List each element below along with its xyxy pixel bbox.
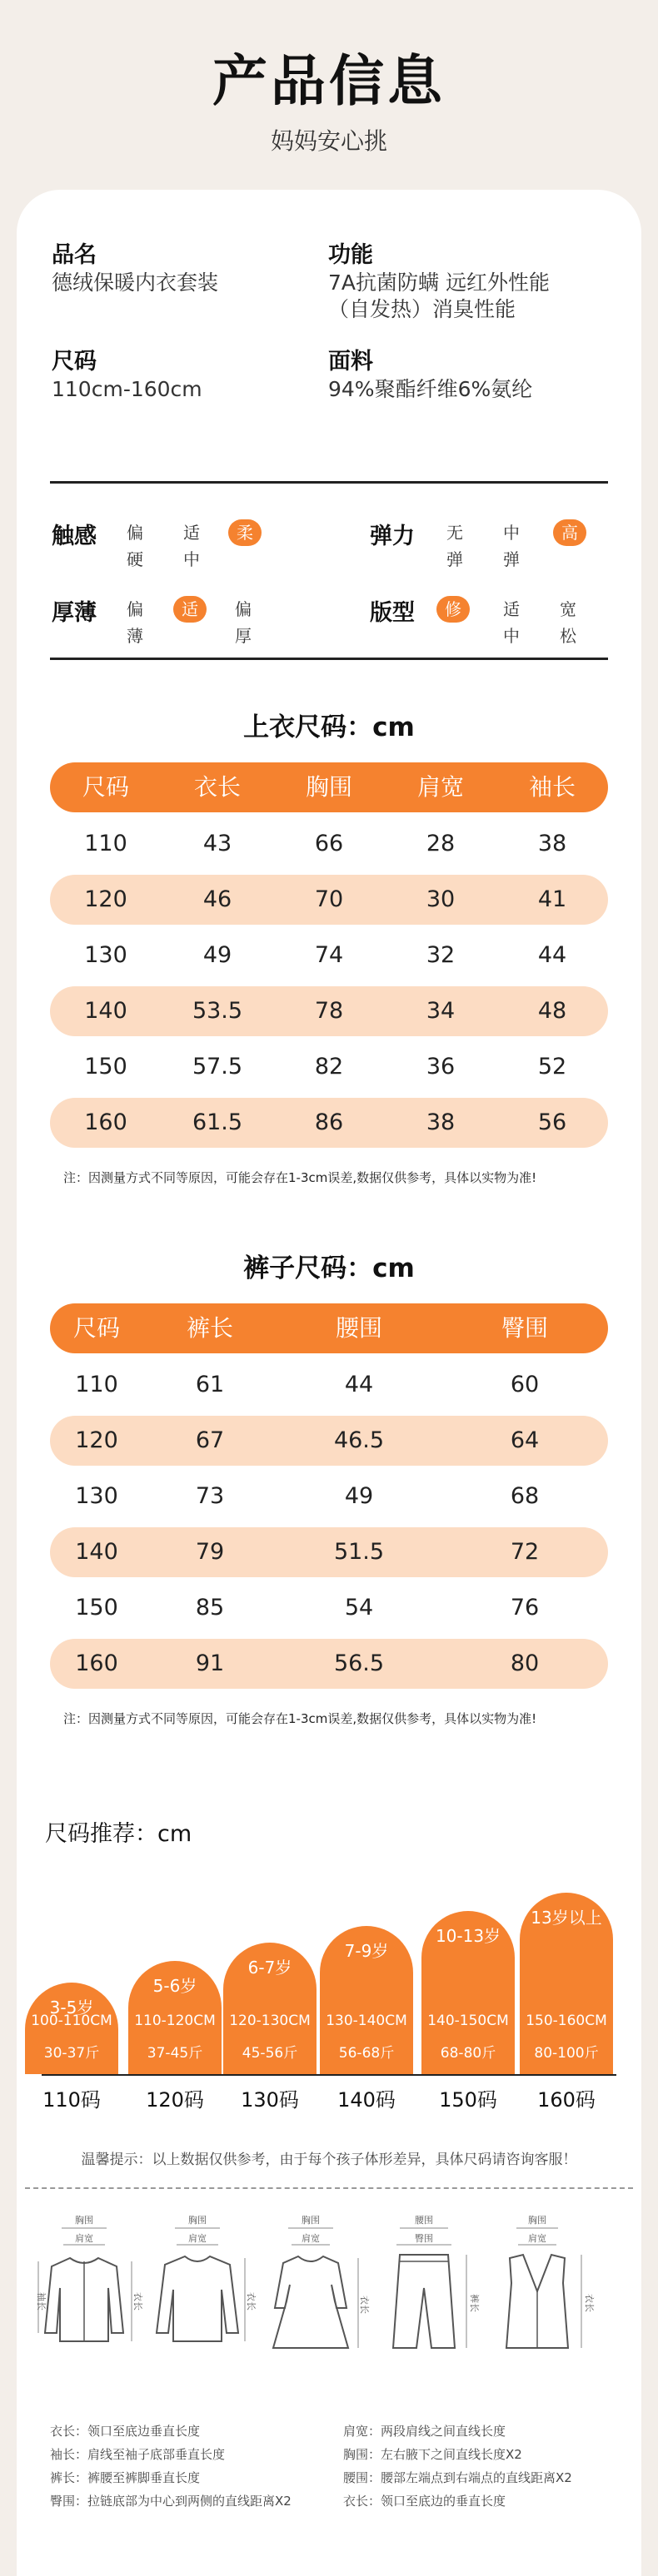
- shoulder-label: 肩宽: [528, 2233, 546, 2244]
- table-cell: 28: [426, 831, 456, 856]
- column-header: 裤长: [186, 1314, 233, 1342]
- name-label: 品名: [52, 242, 97, 268]
- table-cell: 86: [314, 1109, 344, 1135]
- length-label: 衣长: [584, 2294, 595, 2312]
- column-header: 肩宽: [416, 773, 464, 801]
- content-card: [17, 190, 641, 2576]
- size-value: 110cm-160cm: [52, 377, 202, 401]
- table-cell: 41: [537, 886, 567, 912]
- table-cell: 54: [344, 1595, 374, 1621]
- height-range: 130-140CM: [326, 2013, 407, 2029]
- weight-range: 68-80斤: [440, 2045, 496, 2062]
- name-value: 德绒保暖内衣套装: [52, 271, 219, 295]
- pants-table-note: 注：因测量方式不同等原因，可能会存在1-3cm误差,数据仅供参考，具体以实物为准!: [63, 1711, 537, 1726]
- size-recommend-bar: [128, 1961, 222, 2074]
- table-cell: 52: [537, 1054, 567, 1080]
- height-range: 100-110CM: [31, 2013, 112, 2029]
- definition-item: 胸围：左右腋下之间直线长度X2: [343, 2447, 522, 2462]
- weight-range: 80-100斤: [534, 2045, 599, 2062]
- table-cell: 82: [314, 1054, 344, 1080]
- table-cell: 110: [75, 1372, 118, 1397]
- size-label: 140码: [337, 2088, 396, 2112]
- table-cell: 72: [510, 1539, 540, 1565]
- height-range: 150-160CM: [526, 2013, 607, 2029]
- size-recommend-bar: [223, 1943, 317, 2074]
- table-cell: 43: [202, 831, 232, 856]
- table-cell: 68: [510, 1483, 540, 1509]
- height-range: 120-130CM: [229, 2013, 311, 2029]
- size-label: 120码: [146, 2088, 204, 2112]
- attr-elastic-option: 中弹: [503, 523, 520, 569]
- sweater-diagram: [142, 2208, 257, 2408]
- column-header: 臀围: [501, 1314, 548, 1342]
- table-row: [50, 1639, 608, 1689]
- definition-item: 袖长：肩线至袖子底部垂直长度: [50, 2447, 226, 2462]
- table-row: [50, 875, 608, 925]
- table-cell: 64: [510, 1427, 540, 1453]
- shoulder-label: 肩宽: [302, 2233, 320, 2244]
- table-cell: 57.5: [192, 1054, 243, 1080]
- weight-range: 37-45斤: [147, 2045, 203, 2062]
- table-cell: 160: [84, 1109, 127, 1135]
- column-header: 腰围: [335, 1314, 382, 1342]
- jacket-diagram: [28, 2208, 143, 2408]
- recommend-baseline: [42, 2074, 616, 2076]
- definition-item: 肩宽：两段肩线之间直线长度: [343, 2424, 506, 2439]
- size-recommend-bar: [520, 1893, 613, 2074]
- function-value-line2: （自发热）消臭性能: [328, 297, 516, 321]
- length-label: 衣长: [132, 2292, 143, 2310]
- attr-fit-label: 版型: [370, 600, 415, 626]
- hip-label: 臀围: [415, 2233, 433, 2244]
- attr-thickness-option: 偏薄: [127, 599, 143, 646]
- table-row: [50, 1527, 608, 1577]
- shoulder-label: 肩宽: [188, 2233, 207, 2244]
- table-cell: 60: [510, 1372, 540, 1397]
- table-row: [50, 1042, 608, 1092]
- table-cell: 140: [75, 1539, 118, 1565]
- table-cell: 56: [537, 1109, 567, 1135]
- table-cell: 36: [426, 1054, 456, 1080]
- top-table-header: [50, 762, 608, 812]
- table-cell: 46: [202, 886, 232, 912]
- attr-touch-label: 触感: [52, 524, 97, 549]
- weight-range: 45-56斤: [242, 2045, 298, 2062]
- fabric-value: 94%聚酯纤维6%氨纶: [328, 377, 533, 401]
- attr-touch-option: 偏硬: [127, 523, 143, 569]
- recommend-tip: 温馨提示：以上数据仅供参考，由于每个孩子体形差异，具体尺码请咨询客服！: [81, 2152, 577, 2168]
- definition-item: 衣长：领口至底边垂直长度: [50, 2424, 201, 2439]
- table-cell: 61: [195, 1372, 225, 1397]
- table-cell: 140: [84, 998, 127, 1024]
- vest-outline-icon: [481, 2208, 593, 2408]
- height-range: 140-150CM: [427, 2013, 509, 2029]
- definition-item: 臀围：拉链底部为中心到两侧的直线距离X2: [50, 2494, 292, 2509]
- column-header: 胸围: [305, 773, 352, 801]
- waist-label: 腰围: [415, 2215, 433, 2226]
- table-cell: 32: [426, 942, 456, 968]
- column-header: 尺码: [82, 773, 129, 801]
- size-label: 尺码: [52, 349, 97, 375]
- chest-label: 胸围: [302, 2215, 320, 2226]
- table-cell: 74: [314, 942, 344, 968]
- table-row: [50, 1098, 608, 1148]
- length-label: 衣长: [246, 2292, 257, 2310]
- table-cell: 44: [344, 1372, 374, 1397]
- table-cell: 78: [314, 998, 344, 1024]
- table-cell: 44: [537, 942, 567, 968]
- table-cell: 67: [195, 1427, 225, 1453]
- table-cell: 91: [195, 1650, 225, 1676]
- attr-touch-option: 适中: [183, 523, 200, 569]
- attr-thickness-option-selected: 适中: [173, 596, 207, 623]
- pants-diagram: [368, 2208, 480, 2408]
- table-row: [50, 1583, 608, 1633]
- height-range: 110-120CM: [134, 2013, 216, 2029]
- fabric-label: 面料: [328, 349, 373, 375]
- weight-range: 30-37斤: [43, 2045, 100, 2062]
- table-cell: 38: [426, 1109, 456, 1135]
- table-cell: 30: [426, 886, 456, 912]
- chest-label: 胸围: [75, 2215, 93, 2226]
- page-subtitle: 妈妈安心挑: [270, 127, 387, 155]
- vest-diagram: [481, 2208, 593, 2408]
- shoulder-label: 肩宽: [75, 2233, 93, 2244]
- table-cell: 34: [426, 998, 456, 1024]
- table-cell: 150: [84, 1054, 127, 1080]
- top-table-title: 上衣尺码：cm: [243, 712, 415, 742]
- definition-item: 衣长：领口至底边的垂直长度: [343, 2494, 506, 2509]
- pants-table-title: 裤子尺码：cm: [243, 1253, 415, 1283]
- weight-range: 56-68斤: [338, 2045, 395, 2062]
- size-label: 160码: [537, 2088, 596, 2112]
- divider-bottom: [50, 658, 608, 660]
- recommend-title: 尺码推荐：cm: [45, 1821, 192, 1847]
- table-row: [50, 986, 608, 1036]
- sweater-outline-icon: [142, 2208, 257, 2408]
- attr-elastic-option-selected: 高弹: [553, 519, 586, 546]
- column-header: 袖长: [528, 773, 576, 801]
- chest-label: 胸围: [188, 2215, 207, 2226]
- table-cell: 130: [84, 942, 127, 968]
- age-label: 13岁以上: [531, 1908, 602, 1928]
- size-label: 150码: [439, 2088, 497, 2112]
- age-label: 6-7岁: [247, 1958, 292, 1978]
- attr-fit-option: 宽松: [560, 599, 576, 646]
- section-divider: [25, 2187, 633, 2189]
- size-recommend-bar: [421, 1911, 515, 2074]
- table-cell: 120: [84, 886, 127, 912]
- attr-touch-option-selected: 柔软: [228, 519, 262, 546]
- table-cell: 160: [75, 1650, 118, 1676]
- age-label: 7-9岁: [344, 1941, 389, 1961]
- size-label: 130码: [241, 2088, 299, 2112]
- table-cell: 79: [195, 1539, 225, 1565]
- table-cell: 76: [510, 1595, 540, 1621]
- definition-item: 腰围：腰部左端点到右端点的直线距离X2: [343, 2470, 572, 2485]
- table-cell: 56.5: [333, 1650, 385, 1676]
- table-cell: 38: [537, 831, 567, 856]
- table-cell: 150: [75, 1595, 118, 1621]
- column-header: 尺码: [72, 1314, 120, 1342]
- table-row: [50, 819, 608, 869]
- attr-thickness-option: 偏厚: [235, 599, 252, 646]
- column-header: 衣长: [193, 773, 241, 801]
- table-cell: 80: [510, 1650, 540, 1676]
- table-cell: 49: [344, 1483, 374, 1509]
- table-cell: 66: [314, 831, 344, 856]
- divider-top: [50, 481, 608, 484]
- attr-elastic-label: 弹力: [370, 524, 415, 549]
- table-row: [50, 931, 608, 980]
- jacket-outline-icon: [28, 2208, 143, 2408]
- table-cell: 61.5: [192, 1109, 243, 1135]
- attr-thickness-label: 厚薄: [52, 600, 97, 626]
- top-table-note: 注：因测量方式不同等原因，可能会存在1-3cm误差,数据仅供参考，具体以实物为准!: [63, 1170, 537, 1185]
- size-recommend-bar: [320, 1926, 413, 2074]
- age-label: 10-13岁: [435, 1926, 501, 1946]
- table-cell: 53.5: [192, 998, 243, 1024]
- pants-outline-icon: [368, 2208, 480, 2408]
- age-label: 5-6岁: [152, 1976, 197, 1996]
- page-header: [0, 0, 658, 191]
- table-cell: 51.5: [333, 1539, 385, 1565]
- table-row: [50, 1472, 608, 1521]
- page-title: 产品信息: [212, 49, 446, 113]
- definition-item: 裤长：裤腰至裤脚垂直长度: [50, 2470, 201, 2485]
- table-cell: 110: [84, 831, 127, 856]
- table-cell: 48: [537, 998, 567, 1024]
- dress-outline-icon: [255, 2208, 370, 2408]
- function-label: 功能: [328, 242, 373, 268]
- table-cell: 70: [314, 886, 344, 912]
- sleeve-label: 袖长: [36, 2292, 47, 2310]
- chest-label: 胸围: [528, 2215, 546, 2226]
- pants-table-header: [50, 1303, 608, 1353]
- size-recommend-bar: [25, 1983, 118, 2074]
- table-row: [50, 1416, 608, 1466]
- attr-fit-option-selected: 修身: [436, 596, 470, 623]
- function-value-line1: 7A抗菌防螨 远红外性能: [328, 271, 550, 295]
- attr-fit-option: 适中: [503, 599, 520, 646]
- dress-diagram: [255, 2208, 370, 2408]
- table-cell: 120: [75, 1427, 118, 1453]
- length-label: 衣长: [359, 2296, 370, 2314]
- table-cell: 85: [195, 1595, 225, 1621]
- size-label: 110码: [42, 2088, 101, 2112]
- age-label: 3-5岁: [49, 1998, 94, 2018]
- table-row: [50, 1360, 608, 1410]
- pants-length-label: 裤长: [469, 2294, 480, 2312]
- attr-elastic-option: 无弹: [446, 523, 463, 569]
- table-cell: 130: [75, 1483, 118, 1509]
- table-cell: 49: [202, 942, 232, 968]
- table-cell: 73: [195, 1483, 225, 1509]
- table-cell: 46.5: [333, 1427, 385, 1453]
